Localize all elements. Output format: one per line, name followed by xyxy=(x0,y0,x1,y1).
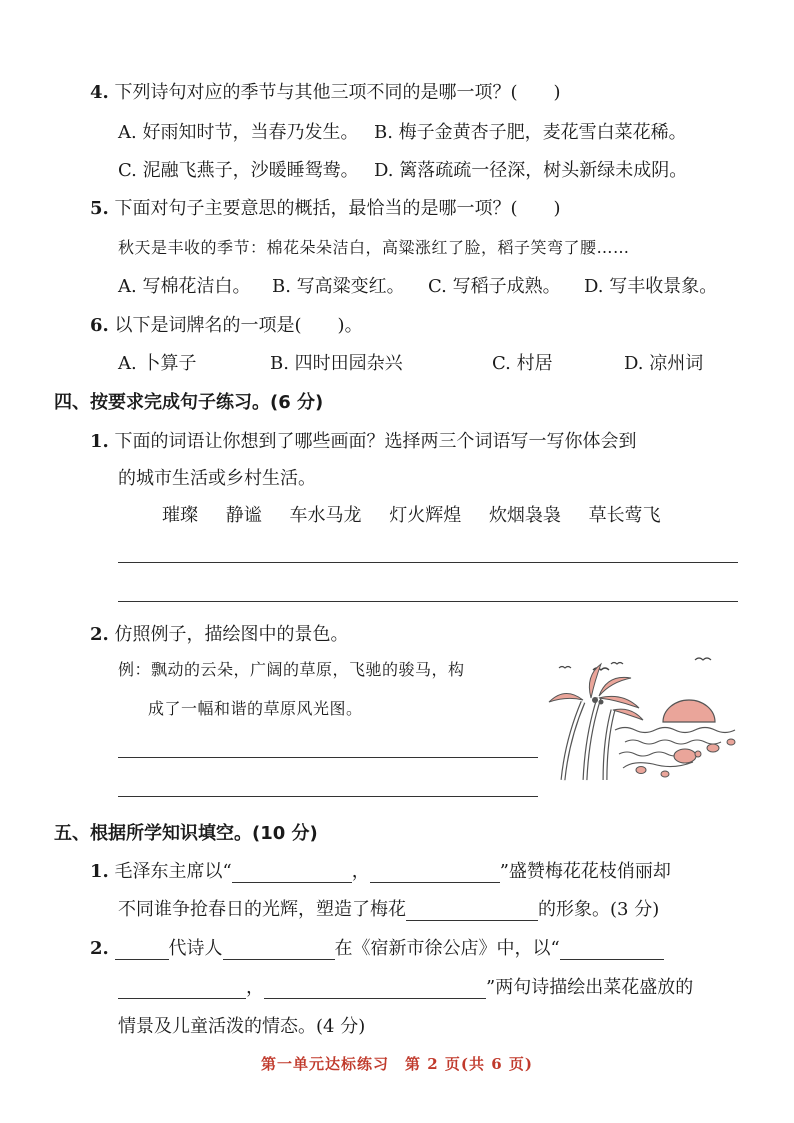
s5-q2-line1 xyxy=(90,934,664,960)
s4-q1-number: 1. xyxy=(90,431,109,452)
s5-q2-text-c: ， xyxy=(246,977,264,998)
q4-option-d: D. 篱落疏疏一径深，树头新绿未成阴。 xyxy=(374,160,688,181)
q5-option-b: B. 写高粱变红。 xyxy=(272,276,405,297)
s5-q2-number: 2. xyxy=(90,938,109,959)
word-item: 车水马龙 xyxy=(289,505,362,526)
s4-q1-line1 xyxy=(90,427,637,453)
s5-q1-line1 xyxy=(90,857,671,883)
fill-blank[interactable] xyxy=(232,864,352,883)
q6-option-a: A. 卜算子 xyxy=(118,353,197,374)
q4-text: 下列诗句对应的季节与其他三项不同的是哪一项？( ) xyxy=(114,82,561,103)
s5-q2-line2 xyxy=(118,973,693,999)
bird-icon xyxy=(559,667,571,669)
q6-stem xyxy=(90,311,363,337)
word-item: 静谧 xyxy=(225,505,262,526)
q4-option-b: B. 梅子金黄杏子肥，麦花雪白菜花稀。 xyxy=(374,122,687,143)
word-item: 炊烟袅袅 xyxy=(488,505,561,526)
page-footer: 第一单元达标练习 第 2 页(共 6 页) xyxy=(261,1055,533,1073)
s5-q1-text-b: ， xyxy=(351,861,370,882)
s5-q1-text-a: 毛泽东主席以“ xyxy=(114,861,232,882)
beach-scene-illustration xyxy=(545,650,745,785)
q6-option-b: B. 四时田园杂兴 xyxy=(270,353,403,374)
q4-stem xyxy=(90,78,561,104)
s4-q1-word-list xyxy=(162,501,683,527)
s4-q1-line2: 的城市生活或乡村生活。 xyxy=(118,468,316,489)
word-item: 草长莺飞 xyxy=(588,505,661,526)
turtle-icon xyxy=(674,749,696,763)
s4-q2-example-line2: 成了一幅和谐的草原风光图。 xyxy=(148,699,363,718)
sun-icon xyxy=(663,700,715,722)
s5-q2-line3: 情景及儿童活泼的情态。(4 分) xyxy=(118,1016,366,1037)
word-item: 璀璨 xyxy=(162,505,198,526)
turtle-icon xyxy=(636,767,646,774)
q6-text: 以下是词牌名的一项是( )。 xyxy=(114,315,363,336)
answer-line[interactable] xyxy=(118,562,738,563)
bird-icon xyxy=(611,663,623,665)
s5-q1-text-d: 不同谁争抢春日的光辉，塑造了梅花 xyxy=(118,899,406,920)
s4-q1-text: 下面的词语让你想到了哪些画面？选择两三个词语写一写你体会到 xyxy=(114,431,637,452)
q5-passage: 秋天是丰收的季节：棉花朵朵洁白，高粱涨红了脸，稻子笑弯了腰…… xyxy=(118,238,630,257)
s5-q1-number: 1. xyxy=(90,861,109,882)
s5-q2-text-b: 在《宿新市徐公店》中，以“ xyxy=(334,938,560,959)
s5-q1-line2 xyxy=(118,895,659,921)
q6-number: 6. xyxy=(90,315,109,336)
answer-line[interactable] xyxy=(118,796,538,797)
q4-option-a: A. 好雨知时节，当春乃发生。 xyxy=(118,122,359,143)
s4-q2-number: 2. xyxy=(90,624,109,645)
fill-blank[interactable] xyxy=(223,941,335,960)
s5-q2-text-d: ”两句诗描绘出菜花盛放的 xyxy=(486,977,694,998)
q5-number: 5. xyxy=(90,198,109,219)
fill-blank[interactable] xyxy=(115,941,169,960)
fill-blank[interactable] xyxy=(370,864,500,883)
s4-q2-example-line1: 例：飘动的云朵，广阔的草原，飞驰的骏马，构 xyxy=(118,660,465,679)
q5-option-d: D. 写丰收景象。 xyxy=(584,276,718,297)
s4-q2-text: 仿照例子，描绘图中的景色。 xyxy=(114,624,349,645)
fill-blank[interactable] xyxy=(560,941,664,960)
s5-q2-text-a: 代诗人 xyxy=(168,938,223,959)
fill-blank[interactable] xyxy=(264,980,486,999)
q6-option-c: C. 村居 xyxy=(492,353,553,374)
bird-icon xyxy=(695,658,711,660)
fill-blank[interactable] xyxy=(118,980,246,999)
q5-text: 下面对句子主要意思的概括，最恰当的是哪一项？( ) xyxy=(114,198,561,219)
q4-number: 4. xyxy=(90,82,109,103)
section4-title: 四、按要求完成句子练习。(6 分) xyxy=(54,392,324,413)
fill-blank[interactable] xyxy=(406,902,538,921)
s5-q1-text-c: ”盛赞梅花花枝俏丽却 xyxy=(499,861,671,882)
q4-option-c: C. 泥融飞燕子，沙暖睡鸳鸯。 xyxy=(118,160,359,181)
section5-title: 五、根据所学知识填空。(10 分) xyxy=(54,823,318,844)
s5-q1-text-e: 的形象。(3 分) xyxy=(538,899,660,920)
q5-stem xyxy=(90,194,561,220)
answer-line[interactable] xyxy=(118,601,738,602)
word-item: 灯火辉煌 xyxy=(389,505,462,526)
s4-q2-stem xyxy=(90,620,349,646)
q5-option-c: C. 写稻子成熟。 xyxy=(428,276,561,297)
q6-option-d: D. 凉州词 xyxy=(624,353,704,374)
answer-line[interactable] xyxy=(118,757,538,758)
turtle-icon xyxy=(707,744,719,752)
q5-option-a: A. 写棉花洁白。 xyxy=(118,276,251,297)
